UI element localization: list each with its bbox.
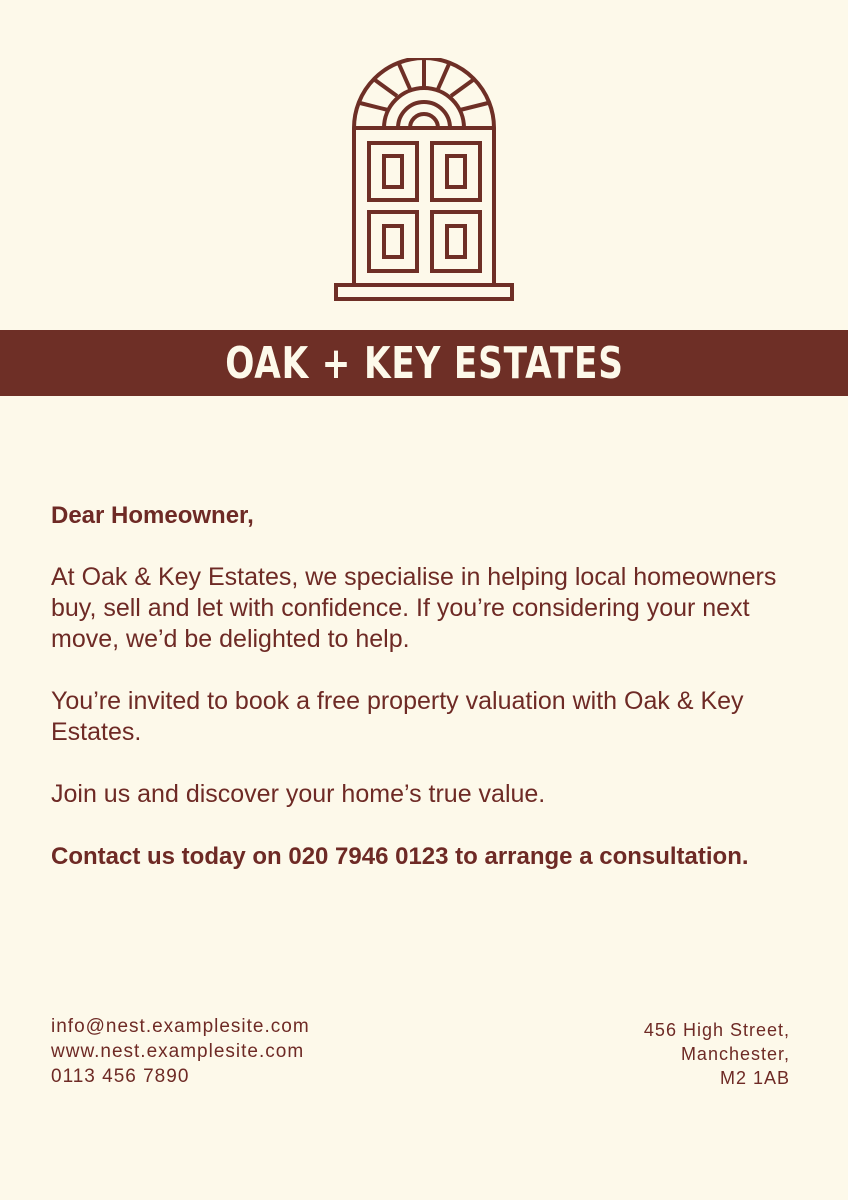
contact-email: info@nest.examplesite.com — [51, 1016, 310, 1037]
brand-banner — [0, 330, 848, 396]
contact-phone: 0113 456 7890 — [51, 1066, 190, 1087]
arched-door-icon — [333, 58, 515, 304]
contact-website: www.nest.examplesite.com — [51, 1041, 305, 1062]
brand-name: OAK + KEY ESTATES — [224, 337, 624, 389]
call-to-action: Contact us today on 020 7946 0123 to arrange a consultation. — [51, 843, 749, 870]
address-line-3: M2 1AB — [719, 1068, 790, 1088]
letter-body — [51, 500, 791, 872]
letter-paragraph-intro: At Oak & Key Estates, we specialise in helping local homeowners buy, sell and let with confidence. If you’re considering your next move, we’d be delighted to help. — [51, 563, 777, 653]
letter-paragraph-closing: Join us and discover your home’s true value. — [51, 780, 546, 808]
letter-greeting: Dear Homeowner, — [51, 502, 254, 529]
letter-paragraph-invitation: You’re invited to book a free property valuation with Oak & Key Estates. — [51, 687, 744, 746]
address-line-1: 456 High Street, — [643, 1020, 790, 1040]
office-address — [644, 1018, 790, 1090]
address-line-2: Manchester, — [680, 1044, 790, 1064]
contact-details — [51, 1014, 310, 1089]
